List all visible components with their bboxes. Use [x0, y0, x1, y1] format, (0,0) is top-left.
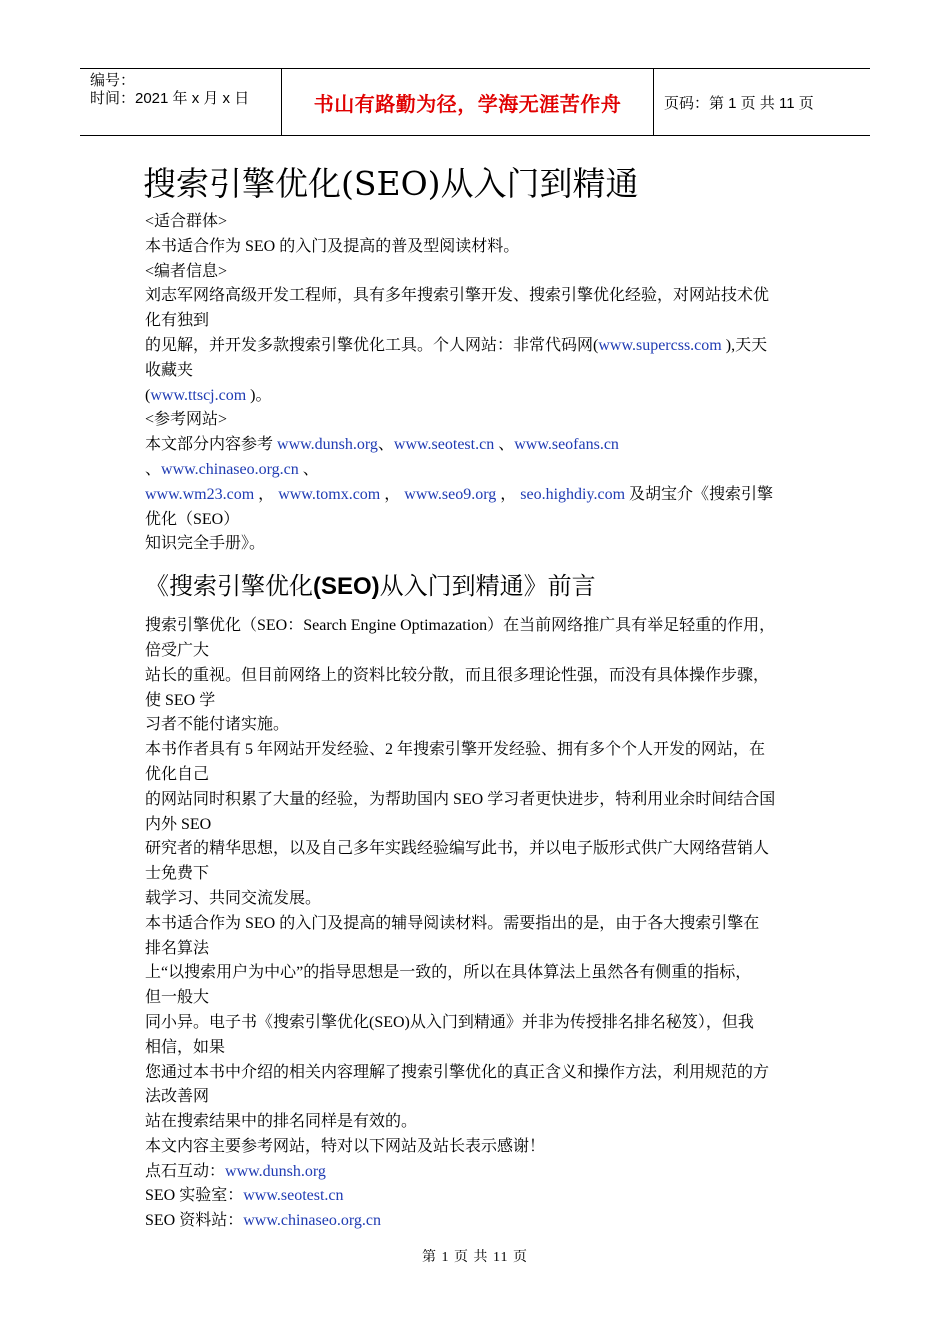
link-seotest-site[interactable]: www.seotest.cn [243, 1187, 344, 1205]
preface-line: 使 SEO 学 [145, 691, 216, 709]
header-number-label: 编号： [90, 72, 136, 89]
preface-line: 内外 SEO [145, 815, 212, 833]
editor-line [145, 334, 810, 359]
document-header [80, 68, 870, 136]
page-footer: 第 1 页 共 11 页 [422, 1250, 528, 1265]
editor-line: 刘志军网络高级开发工程师，具有多年搜索引擎开发、搜索引擎优化经验，对网站技术优 [145, 287, 770, 305]
text-run: SEO 实验室： [145, 1187, 244, 1205]
preface-line: 载学习、共同交流发展。 [145, 889, 322, 907]
text-run: )。 [246, 386, 272, 404]
editor-line: 化有独到 [145, 312, 210, 330]
preface-line: 士免费下 [145, 865, 210, 883]
reference-line [145, 433, 810, 458]
preface-line: 站长的重视。但目前网络上的资料比较分散，而且很多理论性强，而没有具体操作步骤， [145, 666, 770, 684]
text-run: (SEO) [313, 573, 380, 601]
text-run: ， [254, 485, 279, 503]
text-run: 、 [494, 436, 515, 454]
reference-heading: <参考网站> [145, 411, 228, 429]
document-title: 搜索引擎优化(SEO)从入门到精通 [143, 164, 639, 203]
link-seo9[interactable]: www.seo9.org [404, 485, 497, 503]
text-run: 点石互动： [145, 1162, 226, 1180]
preface-line: 倍受广大 [145, 641, 210, 659]
text-run: ),天天 [721, 336, 768, 354]
link-chinaseo-site[interactable]: www.chinaseo.org.cn [243, 1212, 381, 1230]
text-run: 《搜索引擎优化 [145, 572, 313, 601]
link-supercss[interactable]: www.supercss.com [598, 336, 722, 354]
preface-line: 搜索引擎优化（SEO：Search Engine Optimazation）在当前网络推广具有举足轻重的作用， [145, 617, 776, 635]
preface-line: 站在搜索结果中的排名同样是有效的。 [145, 1113, 418, 1131]
preface-title [145, 569, 810, 604]
preface-line: 的网站同时积累了大量的经验，为帮助国内 SEO 学习者更快进步，特利用业余时间结合国 [145, 790, 776, 808]
preface-line: 本书适合作为 SEO 的入门及提高的辅导阅读材料。需要指出的是，由于各大搜索引擎在 [145, 914, 760, 932]
text-run: 从入门到精通》前言 [379, 572, 596, 601]
link-dunsh[interactable]: www.dunsh.org [277, 436, 378, 454]
site-line-chinaseo [145, 1209, 810, 1234]
header-motto-cell [281, 69, 654, 135]
link-dunsh-site[interactable]: www.dunsh.org [225, 1162, 326, 1180]
preface-line: 法改善网 [145, 1088, 210, 1106]
link-tomx[interactable]: www.tomx.com [278, 485, 381, 503]
reference-line [145, 483, 810, 508]
link-highdiy[interactable]: seo.highdiy.com [520, 485, 626, 503]
preface-line: 习者不能付诸实施。 [145, 716, 290, 734]
preface-line: 本书作者具有 5 年网站开发经验、2 年搜索引擎开发经验、拥有多个个人开发的网站，在 [145, 741, 766, 759]
text-run: ( [145, 386, 151, 404]
text-run: 、 [145, 460, 162, 478]
header-meta [80, 69, 281, 135]
text-run: 本文部分内容参考 [145, 436, 278, 454]
preface-line: 但一般大 [145, 989, 210, 1007]
header-time-label: 时间：2021 年 x 月 x 日 [90, 90, 250, 107]
text-run: ， [380, 485, 405, 503]
reference-line: 优化（SEO） [145, 510, 240, 528]
header-motto: 书山有路勤为径，学海无涯苦作舟 [313, 91, 622, 116]
text-run: 的见解，并开发多款搜索引擎优化工具。个人网站：非常代码网( [145, 336, 599, 354]
site-line-dunsh [145, 1160, 810, 1185]
editor-line: 收藏夹 [145, 361, 194, 379]
preface-line: 研究者的精华思想，以及自己多年实践经验编写此书，并以电子版形式供广大网络营销人 [145, 840, 770, 858]
audience-heading: <适合群体> [145, 213, 228, 230]
preface-line: 相信，如果 [145, 1038, 226, 1056]
link-seotest[interactable]: www.seotest.cn [393, 436, 495, 454]
header-page-info: 页码：第 1 页 共 11 页 [664, 94, 814, 112]
preface-line: 排名算法 [145, 939, 210, 957]
text-run: 及胡宝介《搜索引擎 [625, 485, 774, 503]
link-seofans[interactable]: www.seofans.cn [514, 436, 619, 454]
audience-text: 本书适合作为 SEO 的入门及提高的普及型阅读材料。 [145, 237, 520, 255]
link-wm23[interactable]: www.wm23.com [145, 485, 255, 503]
text-run: SEO 资料站： [145, 1212, 244, 1230]
thanks-line: 本文内容主要参考网站，特对以下网站及站长表示感谢！ [145, 1137, 546, 1155]
preface-line: 您通过本书中介绍的相关内容理解了搜索引擎优化的真正含义和操作方法，利用规范的方 [145, 1063, 770, 1081]
site-line-seotest [145, 1184, 810, 1209]
text-run: 、 [298, 460, 319, 478]
preface-line: 优化自己 [145, 765, 210, 783]
text-run: ， [496, 485, 521, 503]
preface-line: 上“以搜索用户为中心”的指导思想是一致的，所以在具体算法上虽然各有侧重的指标， [145, 964, 752, 982]
reference-line: 知识完全手册》。 [145, 535, 266, 553]
reference-line [145, 458, 810, 483]
link-chinaseo[interactable]: www.chinaseo.org.cn [161, 460, 299, 478]
preface-line: 同小异。电子书《搜索引擎优化(SEO)从入门到精通》并非为传授排名排名秘笈），但我 [145, 1013, 754, 1031]
editor-heading: <编者信息> [145, 262, 228, 280]
document-body [145, 160, 810, 1234]
text-run: 、 [377, 436, 394, 454]
editor-line [145, 384, 810, 409]
link-ttscj[interactable]: www.ttscj.com [150, 386, 247, 404]
